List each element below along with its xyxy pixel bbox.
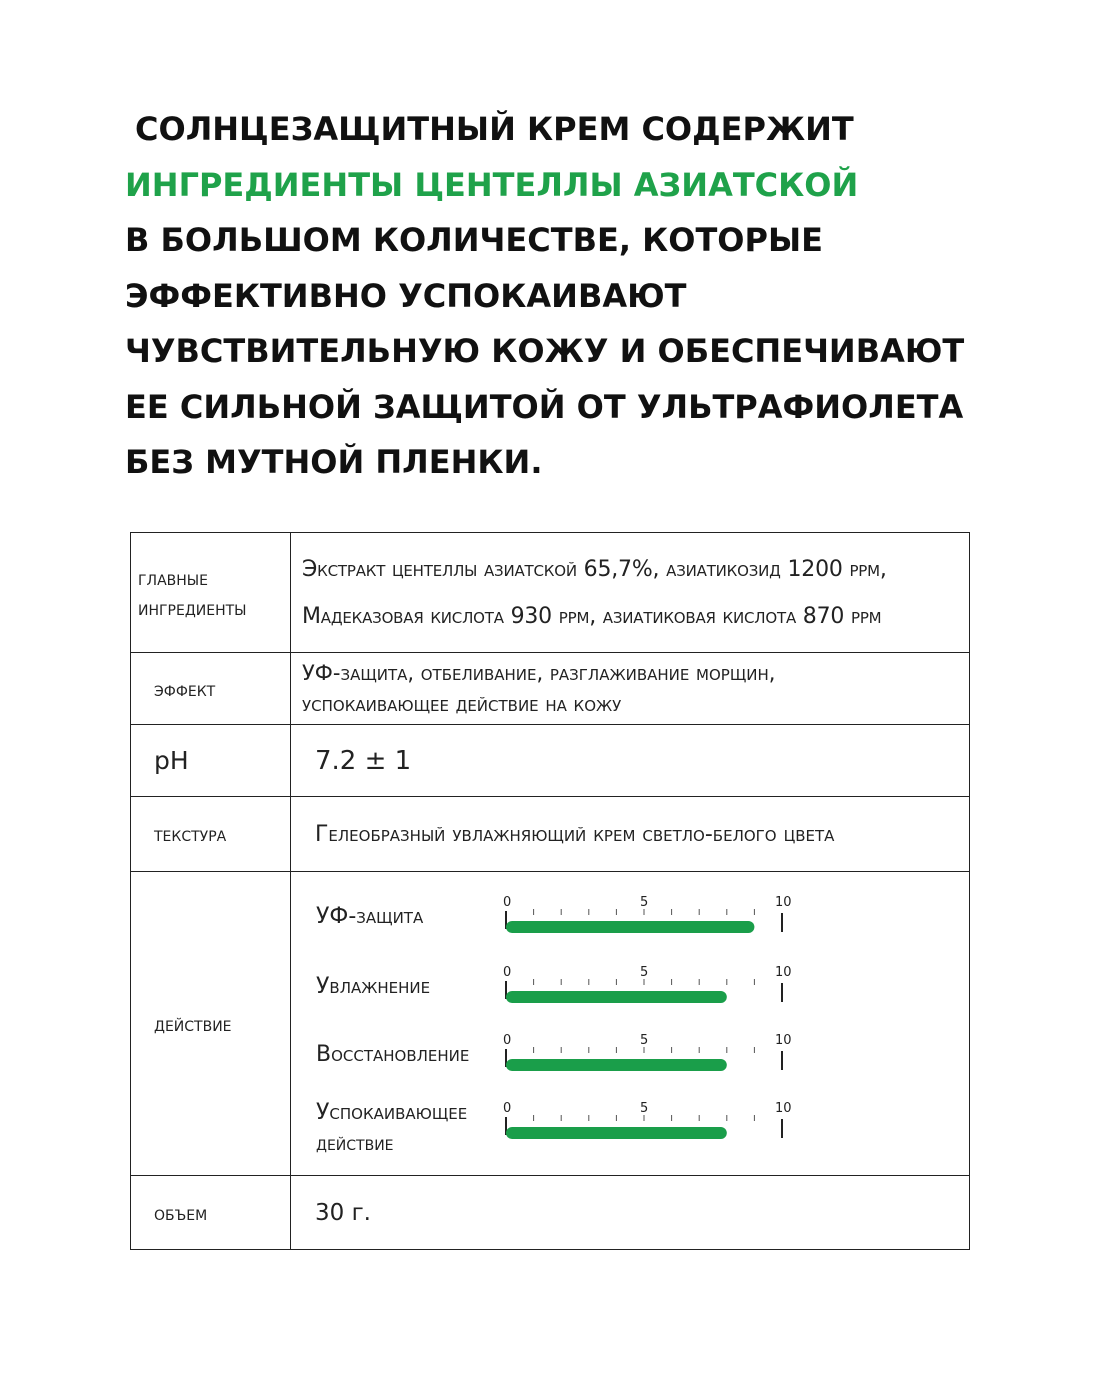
row-action	[131, 872, 970, 1176]
ingredients-value-line-2: Мадеказовая кислота 930 ppm, азиатиковая кислота 870 ppm	[302, 603, 882, 629]
rating-name	[316, 1098, 467, 1158]
ingredients-value-cell	[291, 533, 970, 653]
ingredients-value	[291, 546, 969, 640]
ingredients-label-line-2: ингредиенты	[138, 595, 247, 620]
effect-value	[291, 658, 969, 720]
volume-label: объем	[154, 1200, 208, 1225]
ingredients-label	[131, 563, 290, 623]
rating-name	[316, 972, 430, 1002]
rating-scale	[496, 962, 806, 1022]
heading-line-3: В БОЛЬШОМ КОЛИЧЕСТВЕ, КОТОРЫЕ	[125, 221, 823, 259]
ph-label-cell	[131, 725, 291, 797]
row-texture	[131, 797, 970, 872]
heading-line-5: ЧУВСТВИТЕЛЬНУЮ КОЖУ И ОБЕСПЕЧИВАЮТ	[125, 332, 965, 370]
row-ingredients	[131, 533, 970, 653]
volume-value: 30 г.	[315, 1199, 371, 1226]
rating-bar	[506, 921, 754, 933]
heading-line-7: БЕЗ МУТНОЙ ПЛЕНКИ.	[125, 443, 543, 481]
heading-line-2-highlight: ИНГРЕДИЕНТЫ ЦЕНТЕЛЛЫ АЗИАТСКОЙ	[125, 165, 859, 204]
effect-label: эффект	[154, 676, 216, 701]
ph-label: pH	[154, 746, 189, 775]
rating-scale	[496, 892, 806, 952]
texture-label: текстура	[154, 822, 227, 846]
scale-label-min: 0	[503, 895, 512, 910]
scale-label-max: 10	[775, 965, 792, 980]
effect-value-cell	[291, 653, 970, 725]
rating-bar	[506, 1059, 727, 1071]
volume-label-cell	[131, 1176, 291, 1250]
rating-name-line-1: Успокаивающее	[316, 1100, 468, 1125]
volume-value-cell	[291, 1176, 970, 1250]
effect-value-line-2: успокаивающее действие на кожу	[302, 691, 622, 716]
action-label: действие	[154, 1011, 232, 1036]
scale-label-max: 10	[775, 1101, 792, 1116]
scale-label-min: 0	[503, 965, 512, 980]
scale-label-mid: 5	[640, 1033, 649, 1048]
row-ph	[131, 725, 970, 797]
scale-label-mid: 5	[640, 1101, 649, 1116]
rating-bar	[506, 991, 727, 1003]
heading	[125, 102, 1025, 491]
rating-row	[291, 1098, 951, 1168]
effect-label-cell	[131, 653, 291, 725]
effect-value-line-1: УФ-защита, отбеливание, разглаживание морщин,	[302, 660, 776, 685]
rating-row	[291, 892, 951, 962]
rating-bar	[506, 1127, 727, 1139]
action-label-cell	[131, 872, 291, 1176]
ingredients-label-line-1: главные	[138, 565, 208, 590]
rating-name-line-2: действие	[316, 1131, 394, 1155]
rating-name	[316, 1040, 469, 1070]
rating-row	[291, 962, 951, 1032]
rating-name	[316, 902, 423, 932]
rating-scale	[496, 1030, 806, 1090]
action-ratings-cell	[291, 872, 970, 1176]
ingredients-value-line-1: Экстракт центеллы азиатской 65,7%, азиатикозид 1200 ppm,	[302, 556, 887, 582]
scale-label-min: 0	[503, 1033, 512, 1048]
rating-row	[291, 1030, 951, 1100]
ph-value: 7.2 ± 1	[315, 745, 412, 776]
scale-label-mid: 5	[640, 965, 649, 980]
heading-line-6: ЕЕ СИЛЬНОЙ ЗАЩИТОЙ ОТ УЛЬТРАФИОЛЕТА	[125, 387, 964, 426]
texture-value-cell	[291, 797, 970, 872]
spec-table	[130, 532, 970, 1250]
ph-value-cell	[291, 725, 970, 797]
heading-line-4: ЭФФЕКТИВНО УСПОКАИВАЮТ	[125, 276, 687, 315]
heading-line-1: СОЛНЦЕЗАЩИТНЫЙ КРЕМ СОДЕРЖИТ	[135, 110, 854, 148]
ingredients-label-cell	[131, 533, 291, 653]
texture-value: Гелеобразный увлажняющий крем светло-белого цвета	[315, 821, 835, 847]
rating-scale	[496, 1098, 806, 1158]
scale-label-max: 10	[775, 1033, 792, 1048]
row-volume	[131, 1176, 970, 1250]
scale-label-mid: 5	[640, 895, 649, 910]
rating-name-line-1: УФ-защита	[316, 904, 424, 929]
scale-label-min: 0	[503, 1101, 512, 1116]
texture-label-cell	[131, 797, 291, 872]
row-effect	[131, 653, 970, 725]
rating-name-line-1: Восстановление	[316, 1042, 470, 1067]
scale-label-max: 10	[775, 895, 792, 910]
rating-name-line-1: Увлажнение	[316, 974, 431, 999]
